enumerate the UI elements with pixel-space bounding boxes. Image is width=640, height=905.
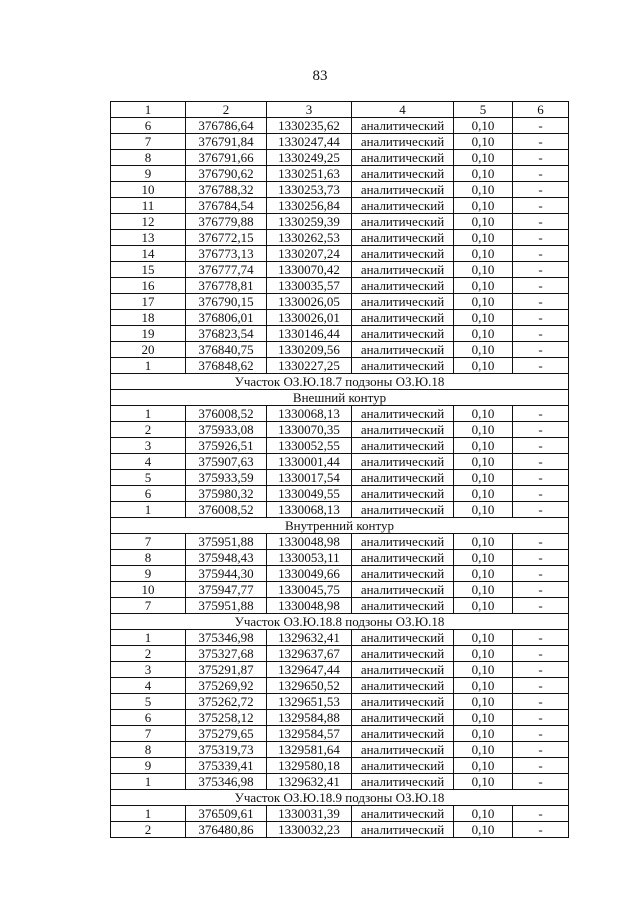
table-cell: -: [513, 198, 569, 214]
table-cell: -: [513, 502, 569, 518]
table-cell: 376791,84: [186, 134, 267, 150]
table-cell: 1330259,39: [267, 214, 352, 230]
table-cell: 1: [111, 774, 186, 790]
section-title: Участок ОЗ.Ю.18.9 подзоны ОЗ.Ю.18: [111, 790, 569, 806]
table-cell: 375258,12: [186, 710, 267, 726]
table-cell: 376786,64: [186, 118, 267, 134]
table-cell: 1: [111, 806, 186, 822]
table-row: [111, 166, 569, 182]
table-cell: 1330026,05: [267, 294, 352, 310]
table-cell: 20: [111, 342, 186, 358]
table-cell: -: [513, 422, 569, 438]
table-cell: 376778,81: [186, 278, 267, 294]
table-cell: 0,10: [454, 182, 513, 198]
table-cell: аналитический: [352, 486, 454, 502]
section-row: [111, 374, 569, 390]
table-cell: аналитический: [352, 710, 454, 726]
table-cell: 0,10: [454, 150, 513, 166]
table-cell: 1330048,98: [267, 598, 352, 614]
table-cell: 9: [111, 566, 186, 582]
table-cell: 1330251,63: [267, 166, 352, 182]
header-cell: 3: [267, 102, 352, 118]
table-row: [111, 502, 569, 518]
table-cell: -: [513, 486, 569, 502]
table-cell: 0,10: [454, 742, 513, 758]
coordinates-table: [110, 101, 569, 838]
table-cell: 376773,13: [186, 246, 267, 262]
table-cell: 18: [111, 310, 186, 326]
table-cell: 1329651,53: [267, 694, 352, 710]
table-cell: 375933,59: [186, 470, 267, 486]
table-cell: аналитический: [352, 646, 454, 662]
table-cell: 1330207,24: [267, 246, 352, 262]
table-cell: -: [513, 806, 569, 822]
table-cell: 0,10: [454, 550, 513, 566]
table-row: [111, 358, 569, 374]
section-title: Участок ОЗ.Ю.18.7 подзоны ОЗ.Ю.18: [111, 374, 569, 390]
table-cell: 1330068,13: [267, 406, 352, 422]
table-cell: 3: [111, 438, 186, 454]
table-cell: аналитический: [352, 310, 454, 326]
table-cell: 1330253,73: [267, 182, 352, 198]
table-cell: 16: [111, 278, 186, 294]
table-cell: -: [513, 774, 569, 790]
table-cell: 376784,54: [186, 198, 267, 214]
table-cell: 14: [111, 246, 186, 262]
table-cell: 0,10: [454, 534, 513, 550]
table-cell: аналитический: [352, 262, 454, 278]
section-row: [111, 518, 569, 534]
table-cell: аналитический: [352, 566, 454, 582]
table-cell: 0,10: [454, 454, 513, 470]
table-cell: 7: [111, 598, 186, 614]
table-cell: 376790,15: [186, 294, 267, 310]
table-cell: 5: [111, 694, 186, 710]
table-cell: 0,10: [454, 198, 513, 214]
table-cell: 1330053,11: [267, 550, 352, 566]
section-title: Участок ОЗ.Ю.18.8 подзоны ОЗ.Ю.18: [111, 614, 569, 630]
table-cell: 1: [111, 630, 186, 646]
table-cell: 1330070,42: [267, 262, 352, 278]
table-row: [111, 470, 569, 486]
table-cell: 1330052,55: [267, 438, 352, 454]
table-cell: 376777,74: [186, 262, 267, 278]
table-cell: 1330001,44: [267, 454, 352, 470]
table-cell: 376008,52: [186, 502, 267, 518]
table-row: [111, 262, 569, 278]
table-row: [111, 134, 569, 150]
table-cell: 0,10: [454, 822, 513, 838]
table-cell: 1330227,25: [267, 358, 352, 374]
table-cell: 376791,66: [186, 150, 267, 166]
table-cell: 0,10: [454, 582, 513, 598]
table-cell: 376790,62: [186, 166, 267, 182]
table-row: [111, 182, 569, 198]
table-cell: 10: [111, 182, 186, 198]
table-cell: 0,10: [454, 246, 513, 262]
table-cell: 1329632,41: [267, 630, 352, 646]
table-cell: -: [513, 598, 569, 614]
table-cell: аналитический: [352, 294, 454, 310]
table-cell: 0,10: [454, 278, 513, 294]
table-cell: 375947,77: [186, 582, 267, 598]
header-cell: 2: [186, 102, 267, 118]
table-row: [111, 742, 569, 758]
table-cell: 0,10: [454, 726, 513, 742]
table-cell: 1330070,35: [267, 422, 352, 438]
table-cell: 0,10: [454, 646, 513, 662]
table-cell: 0,10: [454, 470, 513, 486]
table-cell: -: [513, 822, 569, 838]
table-cell: 1: [111, 406, 186, 422]
table-row: [111, 774, 569, 790]
table-cell: 5: [111, 470, 186, 486]
table-cell: -: [513, 230, 569, 246]
table-cell: 1330068,13: [267, 502, 352, 518]
table-cell: 375327,68: [186, 646, 267, 662]
table-cell: 375319,73: [186, 742, 267, 758]
table-cell: -: [513, 662, 569, 678]
table-cell: -: [513, 358, 569, 374]
table-cell: аналитический: [352, 422, 454, 438]
table-cell: аналитический: [352, 582, 454, 598]
table-cell: -: [513, 150, 569, 166]
table-cell: 376509,61: [186, 806, 267, 822]
table-cell: -: [513, 550, 569, 566]
table-cell: 0,10: [454, 166, 513, 182]
table-cell: -: [513, 758, 569, 774]
section-row: [111, 614, 569, 630]
table-cell: 375944,30: [186, 566, 267, 582]
table-cell: 2: [111, 646, 186, 662]
header-cell: 5: [454, 102, 513, 118]
table-cell: 7: [111, 534, 186, 550]
table-cell: 0,10: [454, 422, 513, 438]
table-cell: аналитический: [352, 550, 454, 566]
table-cell: 1330262,53: [267, 230, 352, 246]
table-cell: 0,10: [454, 678, 513, 694]
table-cell: 1330032,23: [267, 822, 352, 838]
table-cell: аналитический: [352, 134, 454, 150]
table-cell: -: [513, 694, 569, 710]
table-row: [111, 438, 569, 454]
table-cell: 0,10: [454, 630, 513, 646]
header-row: [111, 102, 569, 118]
table-cell: аналитический: [352, 694, 454, 710]
table-cell: -: [513, 454, 569, 470]
table-cell: -: [513, 534, 569, 550]
table-cell: -: [513, 582, 569, 598]
table-cell: 1330026,01: [267, 310, 352, 326]
table-row: [111, 150, 569, 166]
table-cell: 0,10: [454, 710, 513, 726]
table-cell: 13: [111, 230, 186, 246]
table-cell: аналитический: [352, 534, 454, 550]
table-cell: 376806,01: [186, 310, 267, 326]
header-cell: 4: [352, 102, 454, 118]
table-cell: 10: [111, 582, 186, 598]
table-cell: аналитический: [352, 326, 454, 342]
table-cell: 0,10: [454, 294, 513, 310]
header-cell: 6: [513, 102, 569, 118]
table-cell: 0,10: [454, 262, 513, 278]
table-row: [111, 198, 569, 214]
table-cell: 1329632,41: [267, 774, 352, 790]
table-cell: 1330045,75: [267, 582, 352, 598]
table-cell: 8: [111, 742, 186, 758]
table-cell: 9: [111, 166, 186, 182]
table-cell: аналитический: [352, 806, 454, 822]
table-cell: 1330048,98: [267, 534, 352, 550]
table-cell: аналитический: [352, 678, 454, 694]
table-cell: 0,10: [454, 214, 513, 230]
table-cell: -: [513, 278, 569, 294]
table-cell: 2: [111, 422, 186, 438]
table-cell: -: [513, 406, 569, 422]
table-cell: -: [513, 118, 569, 134]
table-cell: аналитический: [352, 822, 454, 838]
table-cell: 7: [111, 134, 186, 150]
table-cell: -: [513, 294, 569, 310]
table-row: [111, 278, 569, 294]
table-row: [111, 566, 569, 582]
table-cell: аналитический: [352, 406, 454, 422]
table-cell: 375279,65: [186, 726, 267, 742]
table-row: [111, 806, 569, 822]
table-cell: -: [513, 246, 569, 262]
table-cell: 375926,51: [186, 438, 267, 454]
table-cell: 0,10: [454, 662, 513, 678]
table-cell: -: [513, 214, 569, 230]
table-row: [111, 214, 569, 230]
table-row: [111, 582, 569, 598]
table-cell: 0,10: [454, 806, 513, 822]
table-cell: 0,10: [454, 486, 513, 502]
table-row: [111, 534, 569, 550]
table-cell: 0,10: [454, 438, 513, 454]
table-cell: 1329584,57: [267, 726, 352, 742]
table-cell: 1330256,84: [267, 198, 352, 214]
table-cell: 375948,43: [186, 550, 267, 566]
table-cell: 376480,86: [186, 822, 267, 838]
table-cell: аналитический: [352, 630, 454, 646]
table-row: [111, 678, 569, 694]
table-cell: -: [513, 438, 569, 454]
table-cell: 1330017,54: [267, 470, 352, 486]
header-cell: 1: [111, 102, 186, 118]
table-cell: аналитический: [352, 118, 454, 134]
table-cell: аналитический: [352, 454, 454, 470]
table-cell: 376823,54: [186, 326, 267, 342]
table-cell: аналитический: [352, 726, 454, 742]
table-cell: 376008,52: [186, 406, 267, 422]
table-row: [111, 662, 569, 678]
table-cell: 1: [111, 502, 186, 518]
table-cell: 1330235,62: [267, 118, 352, 134]
table-cell: 375269,92: [186, 678, 267, 694]
table-cell: 8: [111, 550, 186, 566]
table-cell: 1329584,88: [267, 710, 352, 726]
table-cell: 9: [111, 758, 186, 774]
table-cell: 1330249,25: [267, 150, 352, 166]
table-cell: 375907,63: [186, 454, 267, 470]
table-row: [111, 758, 569, 774]
table-cell: аналитический: [352, 150, 454, 166]
table-cell: 4: [111, 454, 186, 470]
table-row: [111, 326, 569, 342]
table-cell: 17: [111, 294, 186, 310]
table-cell: 375339,41: [186, 758, 267, 774]
table-cell: -: [513, 166, 569, 182]
table-cell: 0,10: [454, 310, 513, 326]
table-cell: 19: [111, 326, 186, 342]
table-cell: 375346,98: [186, 630, 267, 646]
table-cell: 376788,32: [186, 182, 267, 198]
table-cell: -: [513, 262, 569, 278]
table-cell: 6: [111, 118, 186, 134]
table-row: [111, 486, 569, 502]
table-cell: -: [513, 566, 569, 582]
table-cell: 0,10: [454, 358, 513, 374]
table-row: [111, 598, 569, 614]
table-cell: аналитический: [352, 598, 454, 614]
table-cell: -: [513, 470, 569, 486]
table-cell: 0,10: [454, 502, 513, 518]
table-cell: 1330146,44: [267, 326, 352, 342]
table-row: [111, 294, 569, 310]
table-cell: аналитический: [352, 214, 454, 230]
table-cell: 375980,32: [186, 486, 267, 502]
table-cell: 0,10: [454, 134, 513, 150]
table-cell: аналитический: [352, 774, 454, 790]
table-row: [111, 646, 569, 662]
table-cell: 6: [111, 486, 186, 502]
table-cell: 1330209,56: [267, 342, 352, 358]
table-cell: аналитический: [352, 246, 454, 262]
table-cell: аналитический: [352, 182, 454, 198]
table-cell: 1329647,44: [267, 662, 352, 678]
table-row: [111, 310, 569, 326]
table-cell: -: [513, 742, 569, 758]
table-cell: 0,10: [454, 758, 513, 774]
table-cell: -: [513, 342, 569, 358]
table-cell: аналитический: [352, 662, 454, 678]
table-cell: -: [513, 326, 569, 342]
table-cell: 1329580,18: [267, 758, 352, 774]
table-cell: 1330049,55: [267, 486, 352, 502]
table-row: [111, 230, 569, 246]
table-cell: 2: [111, 822, 186, 838]
table-cell: аналитический: [352, 198, 454, 214]
table-cell: 0,10: [454, 406, 513, 422]
table-cell: 375291,87: [186, 662, 267, 678]
section-title: Внутренний контур: [111, 518, 569, 534]
table-row: [111, 550, 569, 566]
table-row: [111, 694, 569, 710]
table-cell: аналитический: [352, 166, 454, 182]
table-cell: 0,10: [454, 118, 513, 134]
table-row: [111, 454, 569, 470]
table-cell: аналитический: [352, 358, 454, 374]
table-cell: 1330247,44: [267, 134, 352, 150]
table-cell: 1330035,57: [267, 278, 352, 294]
table-row: [111, 822, 569, 838]
table-cell: 376848,62: [186, 358, 267, 374]
table-cell: -: [513, 646, 569, 662]
section-row: [111, 390, 569, 406]
table-cell: 1329581,64: [267, 742, 352, 758]
table-cell: аналитический: [352, 342, 454, 358]
table-row: [111, 710, 569, 726]
table-row: [111, 342, 569, 358]
table-cell: -: [513, 134, 569, 150]
table-row: [111, 246, 569, 262]
table-cell: 0,10: [454, 694, 513, 710]
table-cell: 376772,15: [186, 230, 267, 246]
table-cell: 375951,88: [186, 598, 267, 614]
table-cell: 375346,98: [186, 774, 267, 790]
table-cell: 1: [111, 358, 186, 374]
table-cell: аналитический: [352, 438, 454, 454]
table-cell: 11: [111, 198, 186, 214]
table-cell: 375933,08: [186, 422, 267, 438]
table-cell: -: [513, 678, 569, 694]
table-cell: аналитический: [352, 742, 454, 758]
table-cell: аналитический: [352, 758, 454, 774]
table-row: [111, 630, 569, 646]
table-cell: 1330049,66: [267, 566, 352, 582]
section-title: Внешний контур: [111, 390, 569, 406]
table-row: [111, 406, 569, 422]
table-cell: 0,10: [454, 566, 513, 582]
table-cell: 4: [111, 678, 186, 694]
table-cell: 7: [111, 726, 186, 742]
table-cell: аналитический: [352, 278, 454, 294]
page-number: 83: [312, 68, 328, 84]
table-cell: аналитический: [352, 502, 454, 518]
table-cell: 375262,72: [186, 694, 267, 710]
table-cell: 15: [111, 262, 186, 278]
table-cell: -: [513, 182, 569, 198]
table-cell: аналитический: [352, 470, 454, 486]
table-cell: -: [513, 310, 569, 326]
table-cell: 0,10: [454, 326, 513, 342]
table-cell: 1329637,67: [267, 646, 352, 662]
table-cell: 375951,88: [186, 534, 267, 550]
table-row: [111, 726, 569, 742]
table-cell: 0,10: [454, 230, 513, 246]
table-cell: -: [513, 726, 569, 742]
table-cell: 8: [111, 150, 186, 166]
table-cell: 6: [111, 710, 186, 726]
table-cell: 1329650,52: [267, 678, 352, 694]
table-cell: 1330031,39: [267, 806, 352, 822]
table-cell: 376840,75: [186, 342, 267, 358]
table-cell: 12: [111, 214, 186, 230]
table-cell: 3: [111, 662, 186, 678]
table-row: [111, 118, 569, 134]
table-cell: 0,10: [454, 774, 513, 790]
table-cell: -: [513, 630, 569, 646]
table-cell: 376779,88: [186, 214, 267, 230]
table-cell: 0,10: [454, 598, 513, 614]
table-row: [111, 422, 569, 438]
table-cell: 0,10: [454, 342, 513, 358]
table-cell: аналитический: [352, 230, 454, 246]
section-row: [111, 790, 569, 806]
table-cell: -: [513, 710, 569, 726]
